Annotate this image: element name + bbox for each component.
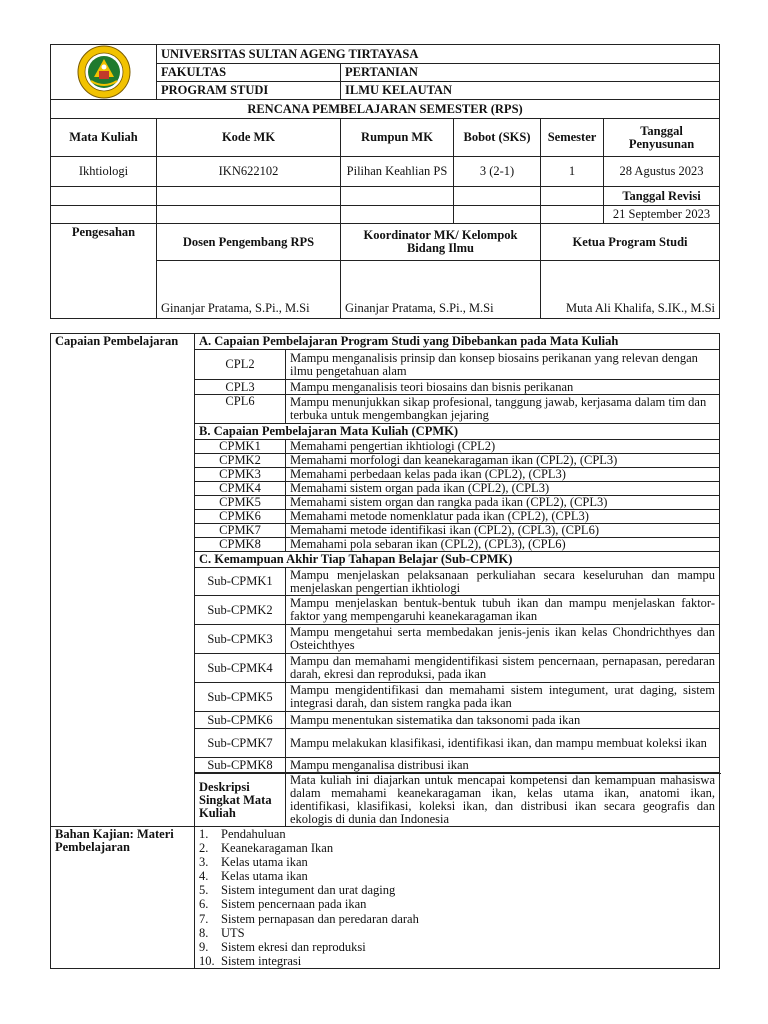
course-header-cluster: Rumpun MK (341, 119, 454, 157)
list-item: 1. Pendahuluan (199, 827, 286, 841)
empty-cell (51, 206, 157, 224)
course-header-semester: Semester (541, 119, 604, 157)
revision-date: 21 September 2023 (604, 206, 720, 224)
sub-cpmk-code: Sub-CPMK6 (195, 712, 286, 729)
faculty-label: FAKULTAS (157, 64, 341, 82)
cpl-code: CPL3 (195, 380, 286, 395)
list-item: 3. Kelas utama ikan (199, 855, 308, 870)
list-item: 7. Sistem pernapasan dan peredaran darah (199, 911, 419, 926)
approval-signature-developer: Ginanjar Pratama, S.Pi., M.Si (157, 261, 341, 319)
cpmk-text: Memahami metode identifikasi ikan (CPL2), (CPL3), (CPL6) (286, 524, 720, 538)
sub-cpmk-code: Sub-CPMK7 (195, 729, 286, 758)
list-item: 8. UTS (199, 925, 245, 940)
cpmk-code: CPMK4 (195, 482, 286, 496)
course-header-credits: Bobot (SKS) (454, 119, 541, 157)
approval-role-developer: Dosen Pengembang RPS (157, 224, 341, 261)
program-label: PROGRAM STUDI (157, 82, 341, 100)
university-logo-cell (51, 45, 157, 100)
list-item: 4. Kelas utama ikan (199, 869, 308, 884)
sub-cpmk-code: Sub-CPMK2 (195, 596, 286, 625)
section-b-title: B. Capaian Pembelajaran Mata Kuliah (CPMK) (195, 424, 720, 440)
outcomes-label: Capaian Pembelajaran (51, 334, 195, 827)
cpmk-code: CPMK1 (195, 440, 286, 454)
materials-label: Bahan Kajian: Materi Pembelajaran (51, 827, 195, 969)
cpmk-code: CPMK7 (195, 524, 286, 538)
cpmk-text: Memahami morfologi dan keanekaragaman ikan (CPL2), (CPL3) (286, 454, 720, 468)
sub-cpmk-text: Mampu mengidentifikasi dan memahami sistem integument, urat daging, sistem integrasi darah, dan sistem rangka pada ikan (286, 683, 720, 712)
sub-cpmk-code: Sub-CPMK3 (195, 625, 286, 654)
sub-cpmk-text: Mampu menjelaskan bentuk-bentuk tubuh ikan dan mampu menjelaskan faktor-faktor yang mempengaruhi keanekaragaman ikan (286, 596, 720, 625)
list-item: 5. Sistem integument dan urat daging (199, 883, 396, 898)
course-semester: 1 (541, 157, 604, 187)
sub-cpmk-text: Mampu menganalisa distribusi ikan (286, 758, 720, 773)
cpmk-text: Memahami sistem organ pada ikan (CPL2), (CPL3) (286, 482, 720, 496)
empty-cell (341, 187, 454, 206)
empty-cell (454, 206, 541, 224)
approval-signature-head: Muta Ali Khalifa, S.IK., M.Si (541, 261, 720, 319)
section-a-title: A. Capaian Pembelajaran Program Studi yang Dibebankan pada Mata Kuliah (195, 334, 720, 350)
approval-label: Pengesahan (51, 224, 157, 319)
sub-cpmk-code: Sub-CPMK1 (195, 568, 286, 596)
empty-cell (541, 187, 604, 206)
rps-header-table (50, 44, 720, 319)
list-item: 2. Keanekaragaman Ikan (199, 841, 334, 856)
cpl-code: CPL6 (195, 395, 286, 424)
empty-cell (541, 206, 604, 224)
cpl-code: CPL2 (195, 350, 286, 380)
learning-outcomes-table (50, 333, 720, 969)
cpl-text: Mampu menganalisis teori biosains dan bisnis perikanan (286, 380, 720, 395)
sub-cpmk-code: Sub-CPMK5 (195, 683, 286, 712)
cpmk-text: Memahami pola sebaran ikan (CPL2), (CPL3), (CPL6) (286, 538, 720, 552)
sub-cpmk-text: Mampu melakukan klasifikasi, identifikasi ikan, dan mampu membuat koleksi ikan (286, 729, 720, 758)
empty-cell (341, 206, 454, 224)
empty-cell (157, 206, 341, 224)
cpmk-code: CPMK6 (195, 510, 286, 524)
empty-cell (454, 187, 541, 206)
sub-cpmk-text: Mampu menentukan sistematika dan taksonomi pada ikan (286, 712, 720, 729)
cpl-text: Mampu menunjukkan sikap profesional, tanggung jawab, kerjasama dalam tim dan terbuka untuk mengembangkan jejaring (286, 395, 720, 424)
university-name: UNIVERSITAS SULTAN AGENG TIRTAYASA (157, 45, 720, 64)
section-c-title: C. Kemampuan Akhir Tiap Tahapan Belajar (Sub-CPMK) (195, 552, 720, 568)
cpmk-code: CPMK3 (195, 468, 286, 482)
cpl-text: Mampu menganalisis prinsip dan konsep biosains perikanan yang relevan dengan ilmu pengetahuan alam (286, 350, 720, 380)
revision-label: Tanggal Revisi (604, 187, 720, 206)
course-header-date: Tanggal Penyusunan (604, 119, 720, 157)
description-text: Mata kuliah ini diajarkan untuk mencapai kompetensi dan kemampuan mahasiswa dalam memahami keanekaragaman ikan, kelas utama ikan, anatomi ikan, identifikasi, klasifikasi, koleksi ikan, dan distribusi ikan secara geografis dan ekologis di dunia dan Indonesia (286, 774, 720, 827)
course-credits: 3 (2-1) (454, 157, 541, 187)
faculty-value: PERTANIAN (341, 64, 720, 82)
approval-role-coordinator: Koordinator MK/ Kelompok Bidang Ilmu (341, 224, 541, 261)
list-item: 6. Sistem pencernaan pada ikan (199, 897, 367, 912)
materials-list (199, 827, 715, 968)
empty-cell (157, 187, 341, 206)
description-label: Deskripsi Singkat Mata Kuliah (195, 774, 286, 827)
sub-cpmk-text: Mampu menjelaskan pelaksanaan perkuliahan secara keseluruhan dan mampu menjelaskan pengertian ikhtiologi (286, 568, 720, 596)
approval-role-head: Ketua Program Studi (541, 224, 720, 261)
cpmk-text: Memahami metode nomenklatur pada ikan (CPL2), (CPL3) (286, 510, 720, 524)
materials-list-cell (195, 827, 720, 969)
course-name: Ikhtiologi (51, 157, 157, 187)
cpmk-text: Memahami sistem organ dan rangka pada ikan (CPL2), (CPL3) (286, 496, 720, 510)
course-header-code: Kode MK (157, 119, 341, 157)
document-title: RENCANA PEMBELAJARAN SEMESTER (RPS) (51, 100, 720, 119)
approval-signature-coordinator: Ginanjar Pratama, S.Pi., M.Si (341, 261, 541, 319)
list-item: 9. Sistem ekresi dan reproduksi (199, 939, 366, 954)
course-cluster: Pilihan Keahlian PS (341, 157, 454, 187)
course-date: 28 Agustus 2023 (604, 157, 720, 187)
list-item: 10. Sistem integrasi (199, 953, 302, 968)
cpmk-code: CPMK8 (195, 538, 286, 552)
sub-cpmk-text: Mampu mengetahui serta membedakan jenis-jenis ikan kelas Chondrichthyes dan Osteichthyes (286, 625, 720, 654)
cpmk-text: Memahami pengertian ikhtiologi (CPL2) (286, 440, 720, 454)
cpmk-text: Memahami perbedaan kelas pada ikan (CPL2), (CPL3) (286, 468, 720, 482)
university-logo-icon (73, 45, 135, 99)
program-value: ILMU KELAUTAN (341, 82, 720, 100)
sub-cpmk-code: Sub-CPMK8 (195, 758, 286, 773)
sub-cpmk-text: Mampu dan memahami mengidentifikasi sistem pencernaan, pernapasan, peredaran darah, ekresi dan reproduksi, pada ikan (286, 654, 720, 683)
empty-cell (51, 187, 157, 206)
cpmk-code: CPMK5 (195, 496, 286, 510)
cpmk-code: CPMK2 (195, 454, 286, 468)
sub-cpmk-code: Sub-CPMK4 (195, 654, 286, 683)
course-code: IKN622102 (157, 157, 341, 187)
course-header-name: Mata Kuliah (51, 119, 157, 157)
